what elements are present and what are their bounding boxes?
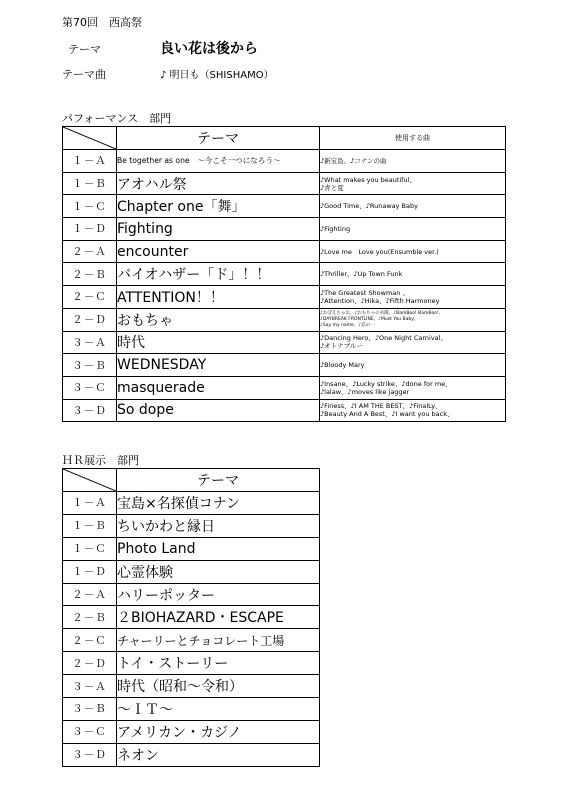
theme-cell: So dope (117, 399, 320, 422)
songs-cell (320, 308, 506, 331)
class-cell: ２－Ａ (63, 240, 117, 263)
theme-cell: おもちゃ (117, 308, 320, 331)
class-cell: ２－Ｂ (63, 606, 117, 629)
performance-section-title: パフォーマンス 部門 (62, 112, 172, 125)
class-cell: ３－Ｃ (63, 376, 117, 399)
song-line: ♪Insane、♪Lucky strike、♪done for me、 (320, 379, 452, 388)
theme-song-value: ♪ 明日も（SHISHAMO） (160, 70, 274, 81)
theme-cell: ハリーポッター (117, 583, 320, 606)
theme-cell: 時代 (117, 331, 320, 354)
class-cell: １－Ｃ (63, 537, 117, 560)
class-cell: １－Ｂ (63, 514, 117, 537)
theme-cell: バイオハザー「ド」！！ (117, 263, 320, 286)
table-row (63, 720, 320, 743)
theme-cell: masquerade (117, 376, 320, 399)
song-line: ♪Thriller、♪Up Town Funk (320, 270, 403, 279)
theme-cell: ネオン (117, 743, 320, 766)
diagonal-line (63, 469, 116, 491)
theme-cell: Fighting (117, 218, 320, 241)
table-row (63, 240, 506, 263)
theme-cell: チャーリーとチョコレート工場 (117, 629, 320, 652)
header-diagonal-cell (63, 127, 117, 150)
theme-cell: トイ・ストーリー (117, 652, 320, 675)
table-row (63, 537, 320, 560)
song-line: ♪おぼえちゃお、♪おもちゃの兵隊、♪BamBoo! BamBoo!、 (320, 310, 444, 316)
theme-cell: ～ＩＴ～ (117, 698, 320, 721)
theme-cell: アオハル祭 (117, 172, 320, 195)
theme-label: テーマ (68, 43, 101, 56)
theme-cell: ちいかわと縁日 (117, 514, 320, 537)
song-line: ♪DAYBREAK FRONTLINE、♪Must You Baby、 (320, 316, 419, 322)
song-line: ♪Bloody Mary (320, 361, 365, 370)
theme-cell: Chapter one「舞」 (117, 195, 320, 218)
class-cell: １－Ｃ (63, 195, 117, 218)
theme-cell: 時代（昭和～令和） (117, 675, 320, 698)
festival-edition: 第70回 西高祭 (62, 16, 142, 29)
song-line: ♪オトナブルー (320, 342, 363, 351)
table-row (63, 743, 320, 766)
class-cell: ３－Ｄ (63, 743, 117, 766)
class-cell: １－Ｄ (63, 560, 117, 583)
header-diagonal-cell (63, 469, 117, 492)
class-cell: ３－Ａ (63, 331, 117, 354)
performance-table (62, 126, 506, 422)
song-line: ♪新宝島、♪コナンの曲 (320, 156, 387, 165)
table-row (63, 583, 320, 606)
class-cell: ３－Ａ (63, 675, 117, 698)
songs-cell (320, 354, 506, 377)
songs-cell (320, 376, 506, 399)
hr-display-table (62, 468, 320, 767)
songs-cell (320, 218, 506, 241)
theme-cell: 心霊体験 (117, 560, 320, 583)
table-row (63, 286, 506, 309)
class-cell: １－Ｂ (63, 172, 117, 195)
song-line: ♪Finess、♪I AM THE BEST、♪FinalLy、 (320, 402, 442, 411)
class-cell: ３－Ｃ (63, 720, 117, 743)
theme-cell: ２BIOHAZARD・ESCAPE (117, 606, 320, 629)
song-line: ♪青と夏 (320, 183, 344, 192)
class-cell: ２－Ｄ (63, 652, 117, 675)
column-header-theme: テーマ (117, 469, 320, 492)
class-cell: １－Ｄ (63, 218, 117, 241)
song-line: ♪Say my name、♪忍の一 (320, 322, 375, 328)
column-header-songs: 使用する曲 (320, 127, 506, 150)
song-line: ♪Attention、♪Hika、♪Fifth Harmoney (320, 296, 440, 305)
theme-cell: Photo Land (117, 537, 320, 560)
song-line: ♪Fighting (320, 224, 351, 233)
class-cell: １－Ａ (63, 150, 117, 173)
table-row (63, 675, 320, 698)
table-row (63, 652, 320, 675)
song-line: ♪The Greatest Showman 、 (320, 288, 409, 297)
column-header-theme: テーマ (117, 127, 320, 150)
class-cell: ３－Ｂ (63, 354, 117, 377)
song-line: ♪Love me Love you(Ensumble ver.) (320, 247, 439, 256)
table-row (63, 629, 320, 652)
song-line: ♪What makes you beautiful、 (320, 175, 416, 184)
table-row (63, 606, 320, 629)
songs-cell (320, 195, 506, 218)
table-row (63, 354, 506, 377)
songs-cell (320, 240, 506, 263)
table-row (63, 399, 506, 422)
class-cell: ２－Ｄ (63, 308, 117, 331)
table-row (63, 376, 506, 399)
theme-cell: encounter (117, 240, 320, 263)
songs-cell (320, 263, 506, 286)
table-row (63, 492, 320, 515)
table-row (63, 263, 506, 286)
songs-cell (320, 331, 506, 354)
theme-cell: Be together as one ～今こそ一つになろう～ (117, 150, 320, 173)
table-row (63, 698, 320, 721)
theme-cell: WEDNESDAY (117, 354, 320, 377)
class-cell: ２－Ａ (63, 583, 117, 606)
theme-song-label: テーマ曲 (62, 68, 106, 81)
song-line: ♪Dancing Hero、♪One Night Carnival、 (320, 334, 447, 343)
table-row (63, 195, 506, 218)
class-cell: ２－Ｂ (63, 263, 117, 286)
table-row (63, 331, 506, 354)
table-row (63, 150, 506, 173)
songs-cell (320, 286, 506, 309)
table-row (63, 218, 506, 241)
theme-cell: ATTENTION！！ (117, 286, 320, 309)
songs-cell (320, 172, 506, 195)
table-row (63, 308, 506, 331)
diagonal-line (63, 127, 116, 149)
table-row (63, 560, 320, 583)
theme-cell: アメリカン・カジノ (117, 720, 320, 743)
theme-cell: 宝島×名探偵コナン (117, 492, 320, 515)
song-line: ♪Beauty And A Best、♪I want you back、 (320, 410, 454, 419)
songs-cell (320, 399, 506, 422)
hr-section-title: ＨＲ展示 部門 (62, 454, 139, 467)
class-cell: ２－Ｃ (63, 629, 117, 652)
theme-value: 良い花は後から (160, 41, 258, 57)
class-cell: ３－Ｂ (63, 698, 117, 721)
song-line: ♪Good Time、♪Runaway Baby (320, 202, 418, 211)
table-row (63, 514, 320, 537)
class-cell: ３－Ｄ (63, 399, 117, 422)
class-cell: ２－Ｃ (63, 286, 117, 309)
song-line: ♪lalaw、♪moves like jagger (320, 387, 410, 396)
songs-cell (320, 150, 506, 173)
table-row (63, 172, 506, 195)
class-cell: １－Ａ (63, 492, 117, 515)
